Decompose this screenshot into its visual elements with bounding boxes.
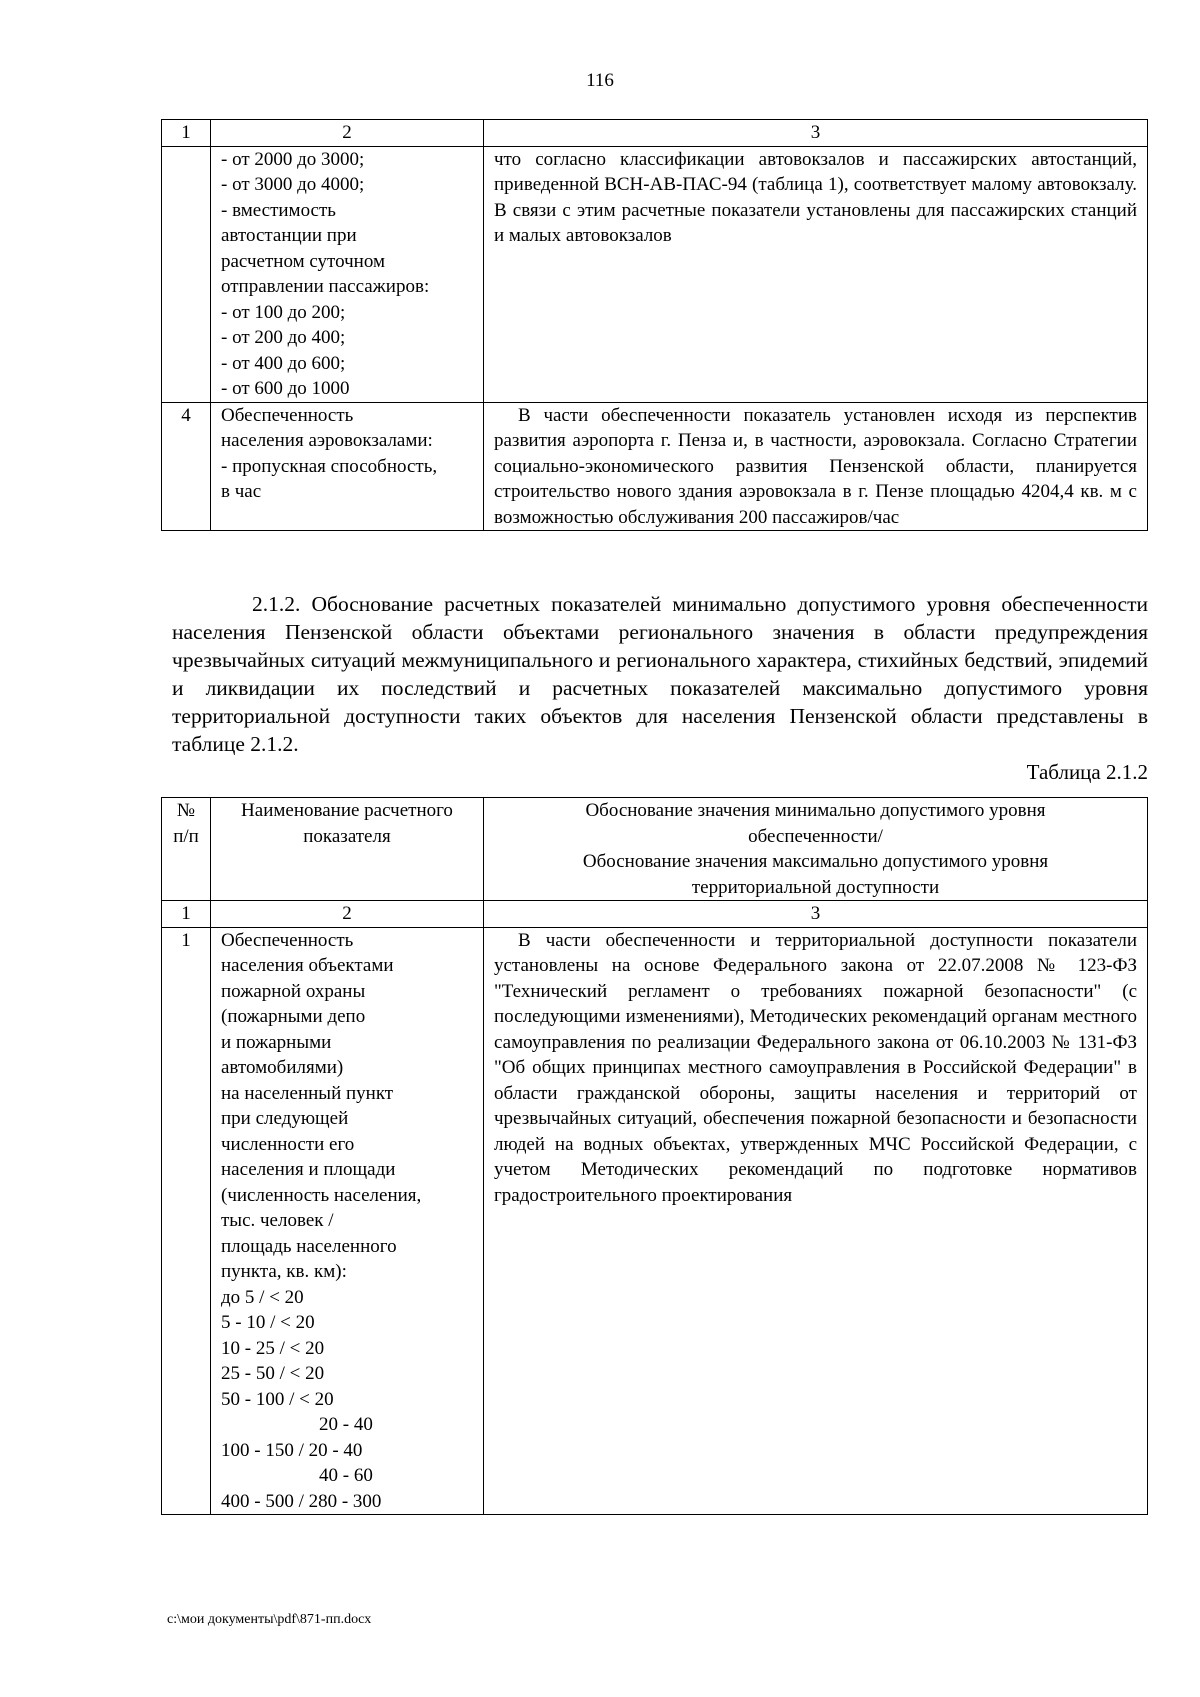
indicator-line: - от 200 до 400; [221,327,346,348]
header-cell-3: 3 [484,120,1148,147]
indicator-line: 10 - 25 / < 20 [221,1337,325,1359]
indicator-line: - от 100 до 200; [221,301,346,323]
indicator-line: 40 - 60 [319,1465,373,1486]
indicator-line: - вместимость [221,199,336,221]
indicator-line: - от 600 до 1000 [221,378,350,399]
header-line: Обоснование значения минимально допустимого уровня [585,800,1046,821]
indicator-line: тыс. человек / [221,1210,334,1231]
number-cell-2: 2 [211,901,484,928]
table-row [162,146,1148,402]
indicator-line: - от 400 до 600; [221,352,346,374]
indicator-line: автостанции при [221,225,357,246]
page-number: 116 [586,70,614,91]
header-cell-1: 1 [162,120,211,147]
header-number-cell [162,798,211,901]
indicator-line: - от 2000 до 3000; [221,148,365,170]
header-cell-2: 2 [211,120,484,147]
indicator-line: - пропускная способность, [221,455,438,477]
indicator-line: 100 - 150 / 20 - 40 [221,1439,363,1461]
indicator-line: Обеспеченность [221,404,354,426]
header-indicator-cell [211,798,484,901]
indicator-line: при следующей [221,1108,349,1129]
indicator-line: 20 - 40 [319,1414,373,1435]
header-line: показателя [303,825,391,847]
indicator-line: пожарной охраны [221,980,366,1002]
indicator-line: расчетном суточном [221,250,385,272]
table-row [162,927,1148,1515]
header-line: п/п [173,825,199,847]
indicator-line: населения аэровокзалами: [221,430,433,451]
indicator-line: (численность населения, [221,1184,422,1206]
indicator-cell [211,146,484,402]
indicator-cell [211,402,484,531]
header-line: № [176,800,196,821]
justification-cell: В части обеспеченности показатель установлен исходя из перспектив развития аэропорта г. Пенза и, в частности, аэровокзала. Согласно Стратегии социально-экономического развития Пензенской области, планируется строительство нового здания аэровокзала в г. Пензе площадью 4204,4 кв. м с возможностью обслуживания 200 пассажиров/час [484,402,1148,531]
section-paragraph: 2.1.2. Обоснование расчетных показателей минимально допустимого уровня обеспеченности населения Пензенской области объектами регионального значения в области предупреждения чрезвычайных ситуаций межмуниципального и регионального характера, стихийных бедствий, эпидемий и ликвидации их последствий и расчетных показателей максимально допустимого уровня территориальной доступности таких объектов для населения Пензенской области представлены в таблице 2.1.2. [172,592,1148,756]
header-line: Обоснование значения максимально допустимого уровня [582,851,1049,872]
table-caption: Таблица 2.1.2 [1026,760,1148,784]
number-cell-3: 3 [484,901,1148,928]
indicator-line: в час [221,481,262,502]
table-header-row [162,120,1148,147]
indicator-line: пункта, кв. км): [221,1261,347,1282]
indicator-line: 5 - 10 / < 20 [221,1312,315,1333]
indicator-line: численности его [221,1133,355,1155]
indicator-line: 400 - 500 / 280 - 300 [221,1490,382,1512]
table-continuation [161,119,1148,531]
row-number-cell [162,146,211,402]
header-line: территориальной доступности [691,876,940,898]
indicator-line: до 5 / < 20 [221,1286,304,1308]
indicator-line: 50 - 100 / < 20 [221,1388,334,1410]
indicator-line: 25 - 50 / < 20 [221,1363,325,1384]
justification-cell: В части обеспеченности и территориальной доступности показатели установлены на основе Федерального закона от 22.07.2008 № 123-ФЗ "Технический регламент о требованиях пожарной безопасности" (с последующими изменениями), Методических рекомендаций органам местного самоуправления по реализации Федерального закона от 06.10.2003 № 131-ФЗ "Об общих принципах местного самоуправления в Российской Федерации" в области гражданской обороны, защиты населения и территорий от чрезвычайных ситуаций, обеспечения пожарной безопасности и безопасности людей на водных объектах, утвержденных МЧС Российской Федерации, с учетом Методических рекомендаций по подготовке нормативов градостроительного проектирования [484,927,1148,1515]
table-header-row [162,798,1148,901]
indicator-line: Обеспеченность [221,929,354,951]
indicator-line: населения объектами [221,955,394,976]
header-line: Наименование расчетного [241,800,453,821]
indicator-line: и пожарными [221,1031,332,1053]
row-number-cell: 1 [162,927,211,1515]
justification-cell: что согласно классификации автовокзалов и пассажирских автостанций, приведенной ВСН-АВ-ПАС-94 (таблица 1), соответствует малому автовокзалу. В связи с этим расчетные показатели установлены для пассажирских станций и малых автовокзалов [484,146,1148,402]
indicator-line: площадь населенного [221,1235,397,1257]
indicator-line: автомобилями) [221,1057,344,1078]
header-line: обеспеченности/ [748,825,883,847]
footer-file-path: c:\мои документы\pdf\871-пп.docx [167,1612,372,1627]
indicator-line: на населенный пункт [221,1082,394,1104]
header-justification-cell [484,798,1148,901]
table-number-row [162,901,1148,928]
indicator-line: отправлении пассажиров: [221,276,430,297]
indicator-cell [211,927,484,1515]
table-row [162,402,1148,531]
row-number-cell: 4 [162,402,211,531]
indicator-line: - от 3000 до 4000; [221,174,365,195]
indicator-line: населения и площади [221,1159,396,1180]
indicator-line: (пожарными депо [221,1006,366,1027]
number-cell-1: 1 [162,901,211,928]
table-2-1-2 [161,797,1148,1515]
